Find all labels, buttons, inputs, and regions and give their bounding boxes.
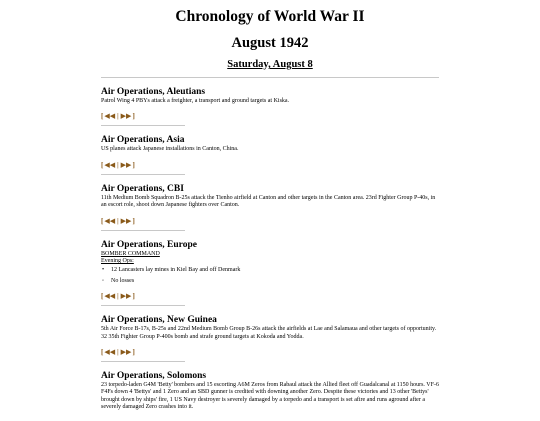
site-title: Chronology of World War II — [175, 8, 365, 25]
ops-label: Evening Ops: — [101, 258, 134, 265]
nav-separator: | — [117, 112, 119, 121]
section-text: 23 torpedo-laden G4M 'Betty' bombers and 15 escorting A6M Zeros from Rabaul attack the Allied fleet off Guadalcanal at 1150 hours. VF-6 F4Fs down 4 'Bettys' and 1 Zero and an SBD gunner is credited with downing another Zero. Despite these victories and 13 other 'Bettys' brought down by ships' fire, 1 US Navy destroyer is severely damaged by a torpedo and a transport is set afire and runs aground after a severely damaged Zero crashes into it. — [101, 382, 439, 411]
section-nav — [101, 292, 441, 301]
section-heading: Air Operations, Europe — [101, 239, 197, 250]
nav-close-bracket: ] — [132, 348, 135, 357]
nav-separator: | — [117, 292, 119, 301]
nav-close-bracket: ] — [132, 112, 135, 121]
section-nav — [101, 217, 441, 226]
previous-icon[interactable]: ◀◀ — [104, 112, 116, 121]
chronology-content — [101, 87, 441, 421]
bullet-icon: • — [102, 267, 105, 274]
section-cbi — [101, 184, 441, 231]
section-nav — [101, 112, 441, 121]
nav-open-bracket: [ — [101, 348, 104, 357]
next-icon[interactable]: ▶▶ — [120, 292, 132, 301]
nav-close-bracket: ] — [132, 292, 135, 301]
list-item-text: 12 Lancasters lay mines in Kiel Bay and off Denmark — [111, 267, 241, 274]
ops-list — [101, 267, 441, 285]
nav-open-bracket: [ — [101, 292, 104, 301]
section-new-guinea — [101, 315, 441, 362]
divider — [101, 77, 439, 78]
section-aleutians — [101, 87, 441, 126]
next-icon[interactable]: ▶▶ — [120, 112, 132, 121]
section-divider — [101, 174, 185, 175]
nav-close-bracket: ] — [132, 216, 135, 225]
nav-open-bracket: [ — [101, 160, 104, 169]
month-title: August 1942 — [231, 35, 309, 51]
section-heading: Air Operations, Aleutians — [101, 87, 206, 97]
section-divider — [101, 125, 185, 126]
date-title[interactable]: Saturday, August 8 — [227, 59, 313, 70]
section-nav — [101, 348, 441, 357]
section-text: US planes attack Japanese installations in Canton, China. — [101, 146, 239, 153]
previous-icon[interactable]: ◀◀ — [104, 216, 116, 225]
list-item — [101, 267, 441, 274]
bullet-icon: ◦ — [102, 277, 105, 284]
command-label: BOMBER COMMAND — [101, 250, 160, 257]
section-text: 11th Medium Bomb Squadron B-25s attack the Tienho airfield at Canton and other targets in the Canton area. 23rd Fighter Group P-40s, in an escort role, shoot down Japanese fighters over Canton. — [101, 194, 436, 209]
section-text: Patrol Wing 4 PBYs attack a freighter, a transport and ground targets at Kiska. — [101, 98, 290, 104]
nav-separator: | — [117, 160, 119, 169]
next-icon[interactable]: ▶▶ — [120, 348, 132, 357]
section-asia — [101, 135, 441, 174]
nav-open-bracket: [ — [101, 112, 104, 121]
previous-icon[interactable]: ◀◀ — [104, 348, 116, 357]
section-europe — [101, 240, 441, 307]
nav-close-bracket: ] — [132, 160, 135, 169]
section-heading: Air Operations, Asia — [101, 135, 185, 146]
section-text: 5th Air Force B-17s, B-25s and 22nd Medium Bomb Group B-26s attack the airfields at Lae and Salamaua and other targets of opportunity. 32 35th Fighter Group P-400s bomb and strafe ground targets at Kokoda and Yodda. — [101, 326, 437, 340]
section-heading: Air Operations, Solomons — [101, 371, 207, 382]
list-item-text: No losses — [111, 277, 135, 284]
section-nav — [101, 161, 441, 170]
section-heading: Air Operations, CBI — [101, 183, 184, 194]
previous-icon[interactable]: ◀◀ — [104, 292, 116, 301]
nav-open-bracket: [ — [101, 216, 104, 225]
next-icon[interactable]: ▶▶ — [120, 216, 132, 225]
nav-separator: | — [117, 348, 119, 357]
next-icon[interactable]: ▶▶ — [120, 160, 132, 169]
nav-separator: | — [117, 216, 119, 225]
section-divider — [101, 305, 185, 306]
section-heading: Air Operations, New Guinea — [101, 315, 217, 326]
list-item — [101, 278, 441, 285]
section-solomons — [101, 371, 441, 412]
previous-icon[interactable]: ◀◀ — [104, 160, 116, 169]
section-divider — [101, 230, 185, 231]
section-divider — [101, 361, 185, 362]
